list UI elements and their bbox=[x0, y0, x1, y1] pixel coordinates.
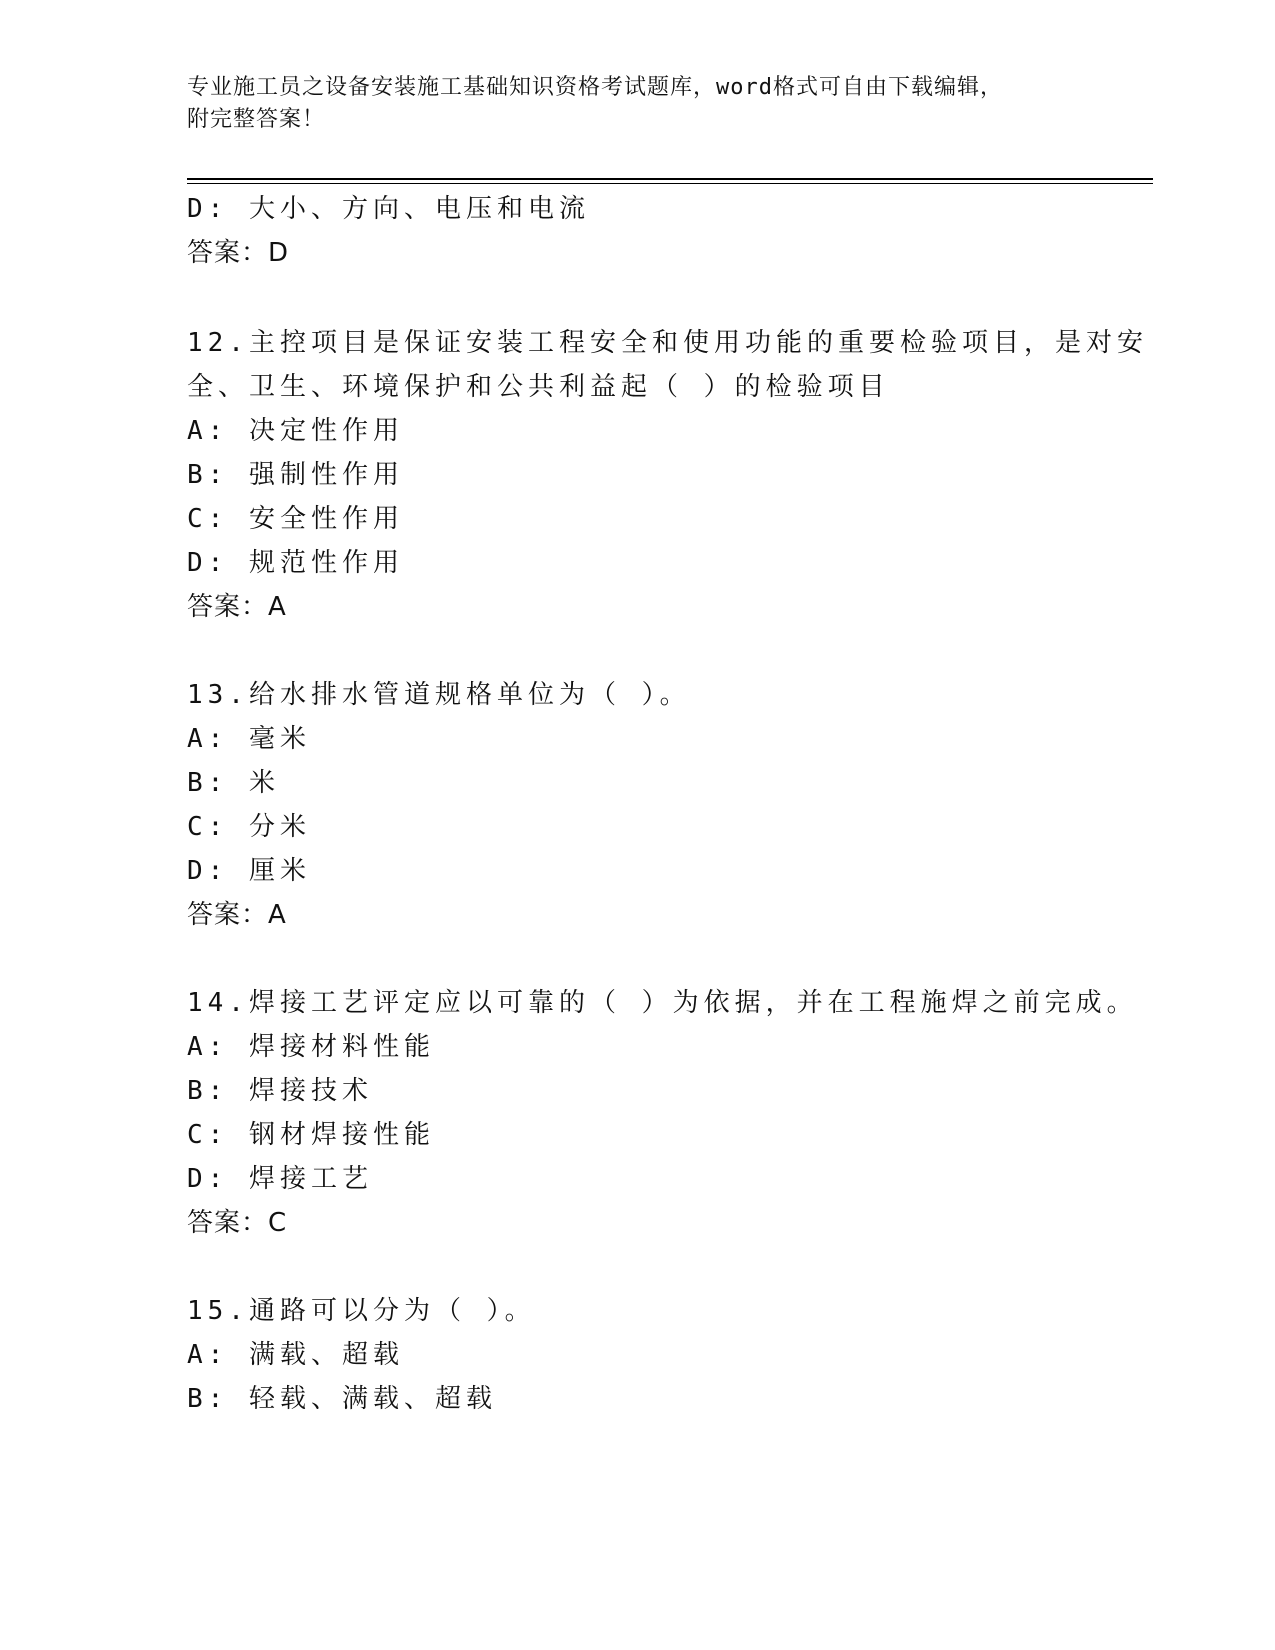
header-line-2: 附完整答案！ bbox=[187, 107, 326, 132]
q13-answer: 答案：A bbox=[187, 900, 287, 930]
q14-option-c: C: 钢材焊接性能 bbox=[187, 1120, 435, 1150]
q15-option-a: A: 满载、超载 bbox=[187, 1340, 404, 1370]
q12-stem-line-2: 全、卫生、环境保护和公共利益起（ ）的检验项目 bbox=[187, 372, 890, 402]
q12-stem-line-1: 12.主控项目是保证安装工程安全和使用功能的重要检验项目，是对安 bbox=[187, 328, 1148, 358]
q12-answer: 答案：A bbox=[187, 592, 287, 622]
header-divider-thin bbox=[187, 183, 1153, 184]
q14-stem: 14.焊接工艺评定应以可靠的（ ）为依据，并在工程施焊之前完成。 bbox=[187, 988, 1138, 1018]
q14-option-b: B: 焊接技术 bbox=[187, 1076, 373, 1106]
q13-option-c: C: 分米 bbox=[187, 812, 311, 842]
q13-stem: 13.给水排水管道规格单位为（ ）。 bbox=[187, 680, 691, 710]
prev-answer: 答案：D bbox=[187, 238, 290, 268]
q15-option-b: B: 轻载、满载、超载 bbox=[187, 1384, 497, 1414]
q13-option-d: D: 厘米 bbox=[187, 856, 311, 886]
header-divider-thick bbox=[187, 178, 1153, 180]
q13-option-b: B: 米 bbox=[187, 768, 280, 798]
q12-option-c: C: 安全性作用 bbox=[187, 504, 404, 534]
header-line-1: 专业施工员之设备安装施工基础知识资格考试题库，word格式可自由下载编辑， bbox=[187, 75, 1003, 100]
prev-option-d: D: 大小、方向、电压和电流 bbox=[187, 194, 590, 224]
q12-option-b: B: 强制性作用 bbox=[187, 460, 404, 490]
document-header bbox=[187, 72, 1067, 136]
q12-option-d: D: 规范性作用 bbox=[187, 548, 404, 578]
q14-option-d: D: 焊接工艺 bbox=[187, 1164, 373, 1194]
q15-stem: 15.通路可以分为（ ）。 bbox=[187, 1296, 536, 1326]
q12-option-a: A: 决定性作用 bbox=[187, 416, 404, 446]
q14-option-a: A: 焊接材料性能 bbox=[187, 1032, 435, 1062]
q14-answer: 答案：C bbox=[187, 1208, 288, 1238]
q13-option-a: A: 毫米 bbox=[187, 724, 311, 754]
